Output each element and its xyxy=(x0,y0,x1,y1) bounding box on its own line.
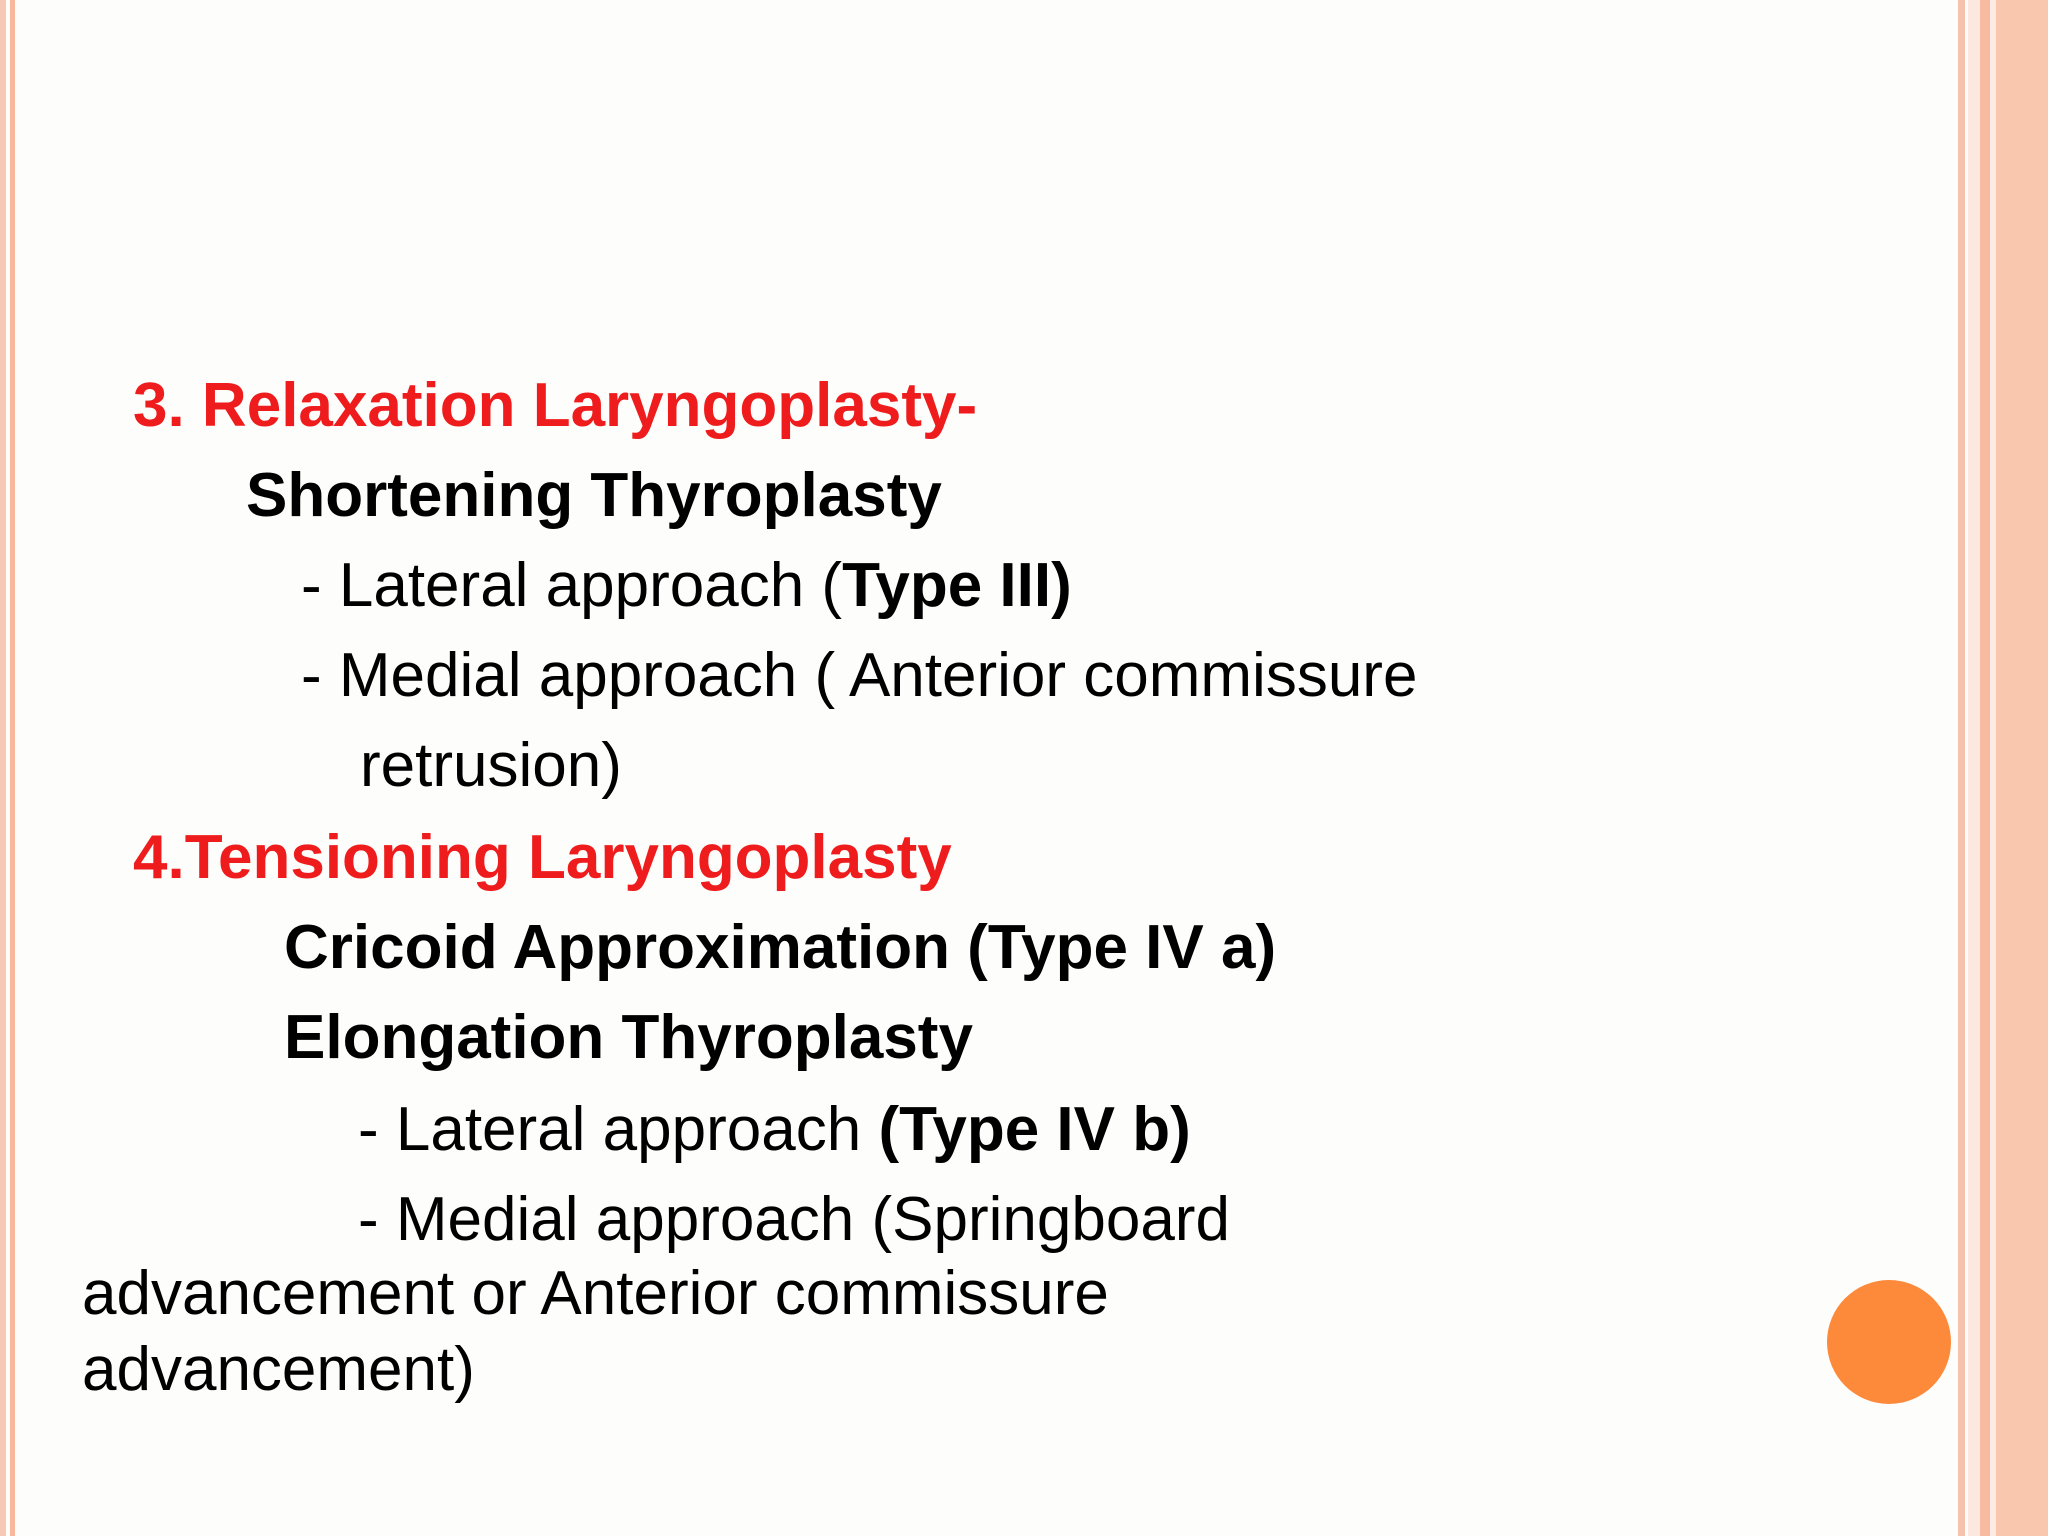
item-medial-approach: - Medial approach ( Anterior commissure xyxy=(301,641,1418,710)
right-border-stripe xyxy=(1968,0,1980,1536)
item-medial-approach-end: advancement) xyxy=(82,1335,475,1404)
right-border-stripe xyxy=(1980,0,1990,1536)
item-lateral-approach-type-iv-b xyxy=(358,1094,1191,1166)
item-text: - Lateral approach xyxy=(358,1095,879,1164)
item-type-label: (Type IV b) xyxy=(878,1095,1191,1164)
right-border-band xyxy=(1996,0,2048,1536)
item-medial-approach-springboard: - Medial approach (Springboard xyxy=(358,1185,1230,1254)
left-border-line xyxy=(0,0,6,1536)
subheading-cricoid-approximation: Cricoid Approximation (Type IV a) xyxy=(284,913,1277,982)
subheading-elongation-thyroplasty: Elongation Thyroplasty xyxy=(284,1003,973,1072)
item-type-label: Type III) xyxy=(842,551,1072,620)
right-border-stripe xyxy=(1958,0,1965,1536)
item-medial-approach-continued: retrusion) xyxy=(360,731,622,800)
item-text: - Lateral approach ( xyxy=(301,551,843,620)
heading-relaxation-laryngoplasty: 3. Relaxation Laryngoplasty- xyxy=(133,371,978,440)
left-border-line-inner xyxy=(10,0,15,1536)
subheading-shortening-thyroplasty: Shortening Thyroplasty xyxy=(246,461,942,530)
item-lateral-approach-type-iii xyxy=(301,550,1072,622)
heading-tensioning-laryngoplasty: 4.Tensioning Laryngoplasty xyxy=(133,823,952,892)
orange-circle-decoration xyxy=(1827,1280,1951,1404)
item-medial-approach-continued: advancement or Anterior commissure xyxy=(82,1259,1109,1328)
